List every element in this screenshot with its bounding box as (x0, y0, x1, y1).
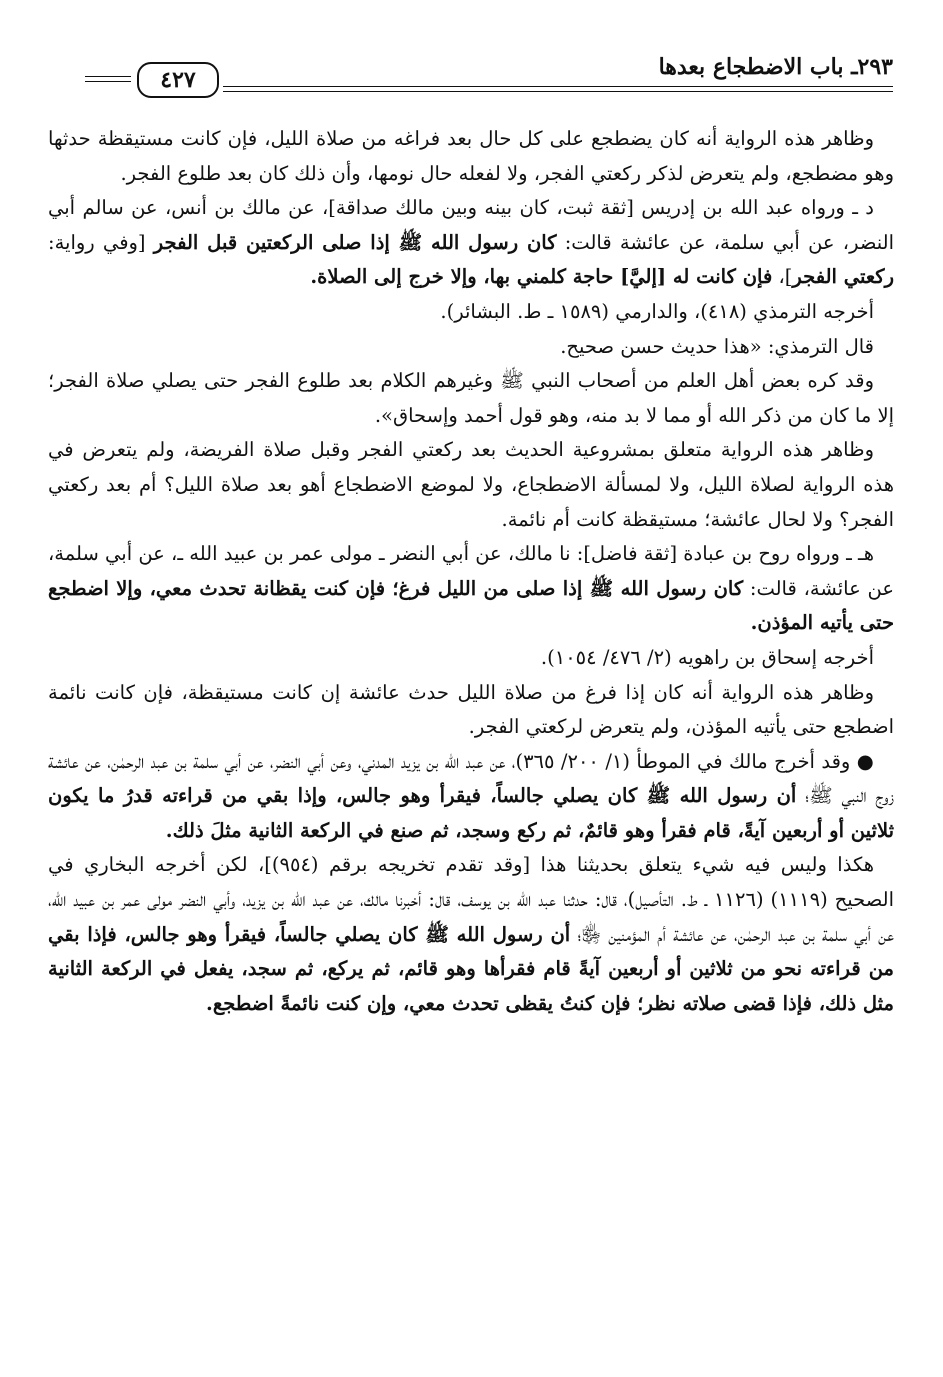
commentary-text: وقد كره بعض أهل العلم من أصحاب النبي ﷺ وغيرهم الكلام بعد طلوع الفجر حتى يصلي صلاة الفجر؛ إلا ما كان من ذكر الله أو مما لا بد منه، وهو قول أحمد وإسحاق». (48, 369, 894, 427)
commentary-text: ]، (772, 265, 793, 289)
commentary-text: أخرجه الترمذي (٤١٨)، والدارمي (١٥٨٩ ـ ط. البشائر). (440, 299, 874, 323)
paragraph-p10 (48, 745, 894, 849)
paragraph-p5 (48, 364, 894, 433)
hadith-text: ركعتي الفجر (792, 265, 894, 289)
page-number: ٤٢٧ (137, 62, 219, 98)
commentary-text: ● وقد أخرج مالك في الموطأ (١/ ٢٠٠/ ٣٦٥)، عن عبد الله بن يزيد المدني، وعن أبي النضر، عن أبي سلمة بن عبد الرحمٰن، عن عائشة زوج النبي ﷺ؛ (48, 749, 894, 808)
paragraph-p4 (48, 330, 894, 365)
hadith-text: فإن كانت له [إليَّ] حاجة كلمني بها، وإلا خرج إلى الصلاة. (310, 265, 773, 289)
header-rule (223, 86, 893, 87)
paragraph-p3 (48, 295, 894, 330)
paragraph-p1 (48, 122, 894, 191)
hadith-text: أن رسول الله ﷺ كان يصلي جالساً، فيقرأ وهو جالس، وإذا بقي من قراءته قدرُ ما يكون ثلاثين أو أربعين آيةً، قام فقرأ وهو قائمٌ، ثم ركع وسجد، ثم صنع في الركعة الثانية مثلَ ذلك. (48, 784, 894, 842)
paragraph-p9 (48, 676, 894, 745)
commentary-text: وظاهر هذه الرواية أنه كان يضطجع على كل حال بعد فراغه من صلاة الليل، فإن كانت مستيقظة حدثها وهو مضطجع، ولم يتعرض لذكر ركعتي الفجر، ولا لفعله حال نومها، وأن ذلك كان بعد طلوع الفجر. (48, 127, 894, 185)
paragraph-p7 (48, 537, 894, 641)
commentary-text: هـ ـ ورواه روح بن عبادة [ثقة فاضل]: نا مالك، عن أبي النضر ـ مولى عمر بن عبيد الله ـ، عن أبي سلمة، عن عائشة، قالت: (48, 542, 894, 600)
paragraph-p8 (48, 641, 894, 676)
chapter-title: ٢٩٣ـ باب الاضطجاع بعدها (658, 54, 893, 80)
body-text (48, 122, 894, 1021)
hadith-text: كان رسول الله ﷺ إذا صلى الركعتين قبل الفجر (153, 230, 557, 254)
page-header (85, 48, 893, 108)
commentary-text: قال الترمذي: «هذا حديث حسن صحيح. (560, 334, 874, 358)
paragraph-p6 (48, 433, 894, 537)
header-rule (223, 91, 893, 92)
commentary-text: هكذا وليس فيه شيء يتعلق بحديثنا هذا [وقد تقدم تخريجه برقم (٩٥٤)]، لكن أخرجه البخاري في الصحيح (١١١٩) (١١٢٦ ـ ط. التأصيل)، قال: حدثنا عبد الله بن يوسف، قال: أخبرنا مالك، عن عبد الله بن يزيد، وأبي النضر مولى عمر بن عبيد الله، عن أبي سلمة بن عبد الرحمٰن، عن عائشة أم المؤمنين ﵂؛ (48, 853, 894, 946)
header-rule (85, 76, 131, 77)
commentary-text: وظاهر هذه الرواية متعلق بمشروعية الحديث بعد ركعتي الفجر وقبل صلاة الفريضة، ولم يتعرض في هذه الرواية لصلاة الليل، ولا لمسألة الاضطجاع، ولا لموضع الاضطجاع أهو بعد صلاة الليل؟ أم بعد ركعتي الفجر؟ ولا لحال عائشة؛ مستيقظة كانت أم نائمة. (48, 438, 894, 531)
hadith-text: أن رسول الله ﷺ كان يصلي جالساً، فيقرأ وهو جالس، فإذا بقي من قراءته نحو من ثلاثين أو أربعين آيةً قام فقرأها وهو قائم، ثم يركع، ثم سجد، يفعل في الركعة الثانية مثل ذلك، فإذا قضى صلاته نظر؛ فإن كنتُ يقظى تحدث معي، وإن كنت نائمةً اضطجع. (48, 922, 894, 1015)
paragraph-p2 (48, 191, 894, 295)
header-rule (85, 81, 131, 82)
hadith-text: كان رسول الله ﷺ إذا صلى من الليل فرغ؛ فإن كنت يقظانة تحدث معي، وإلا اضطجع حتى يأتيه المؤذن. (48, 576, 894, 635)
commentary-text: [وفي رواية: (48, 230, 154, 254)
commentary-text: د ـ ورواه عبد الله بن إدريس [ثقة ثبت، كان بينه وبين مالك صداقة]، عن مالك بن أنس، عن سالم أبي النضر، عن أبي سلمة، عن عائشة قالت: (48, 196, 894, 254)
paragraph-p11 (48, 848, 894, 1021)
commentary-text: وظاهر هذه الرواية أنه كان إذا فرغ من صلاة الليل حدث عائشة إن كانت مستيقظة، فإن كانت نائمة اضطجع حتى يأتيه المؤذن، ولم يتعرض لركعتي الفجر. (48, 680, 894, 739)
commentary-text: أخرجه إسحاق بن راهويه (٢/ ٤٧٦/ ١٠٥٤). (540, 645, 874, 669)
